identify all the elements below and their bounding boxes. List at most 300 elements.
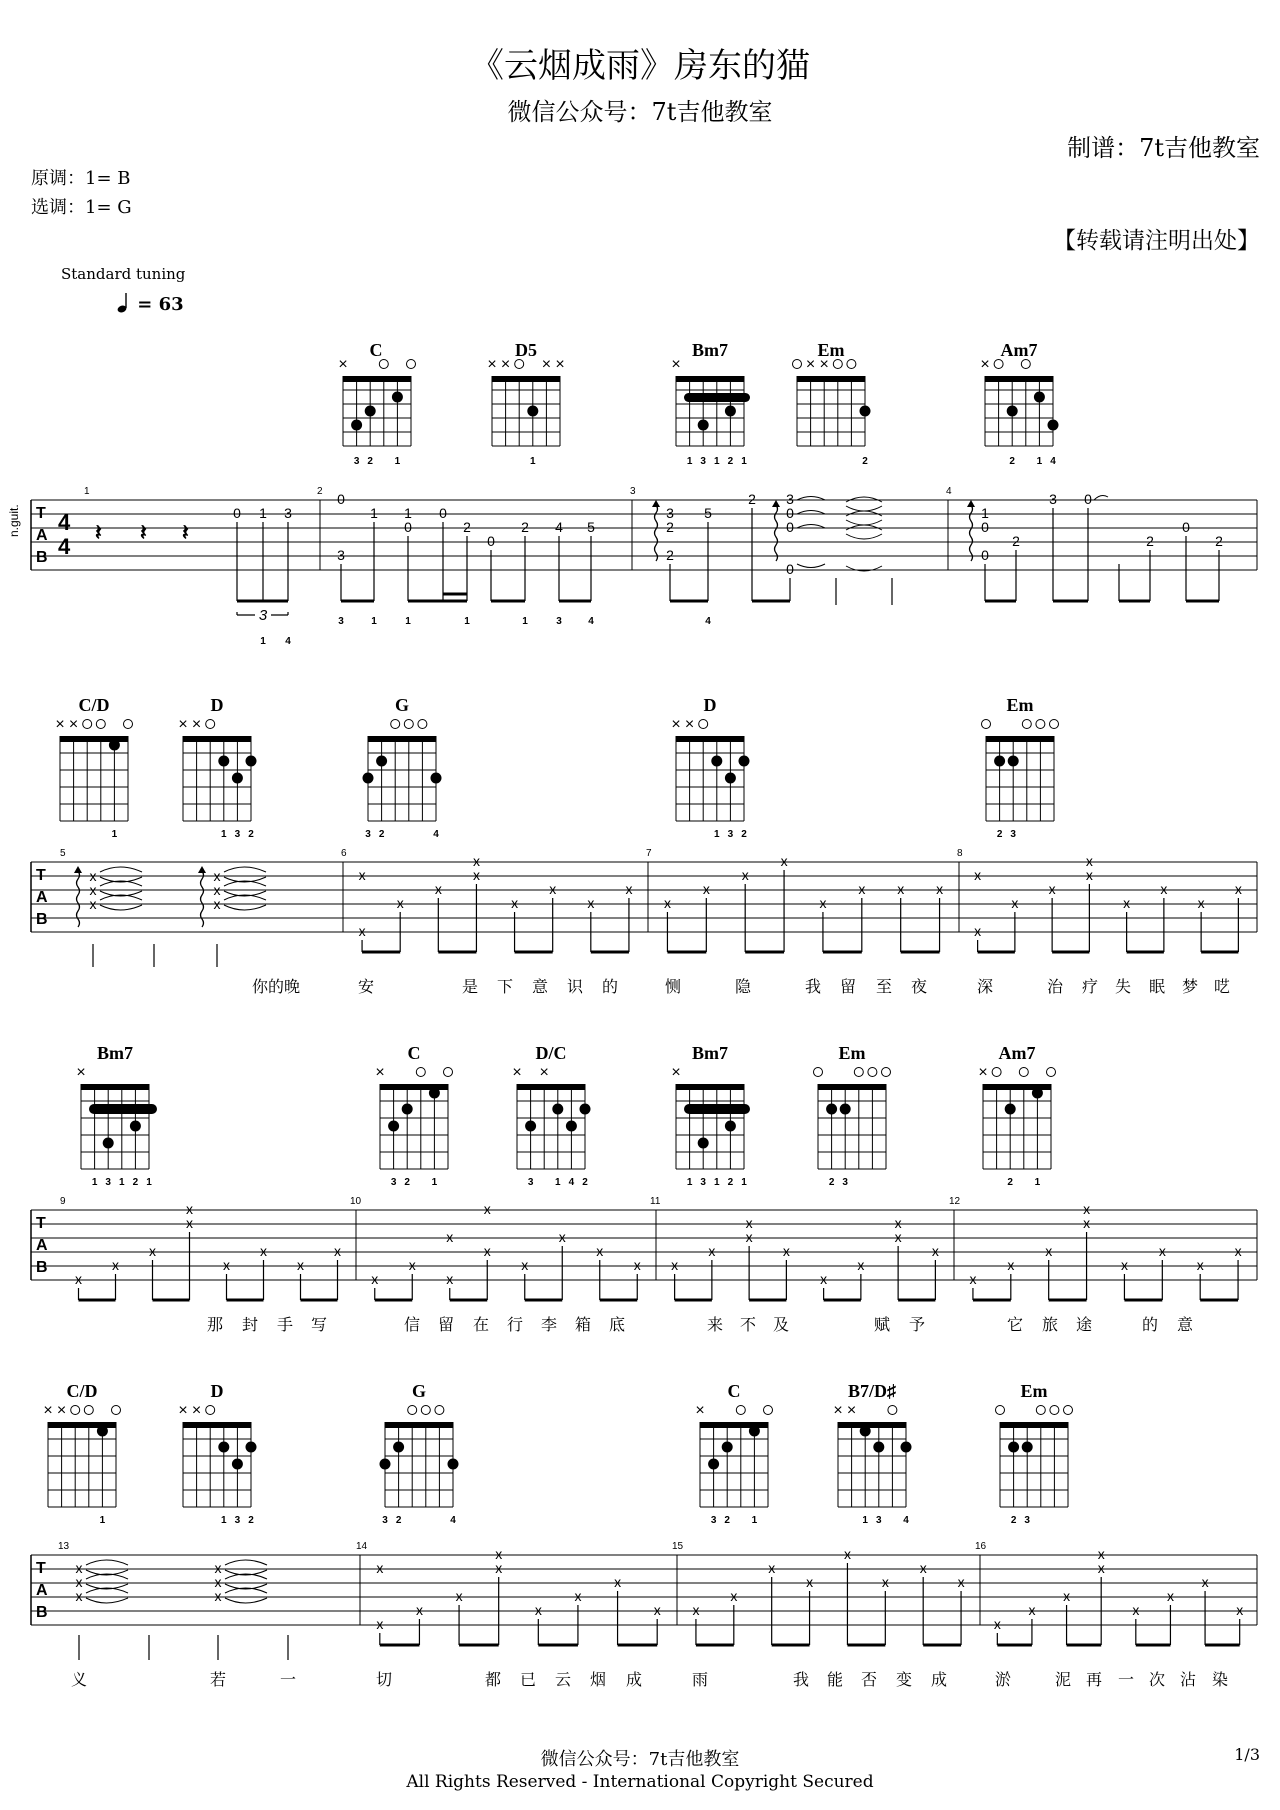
chord-name: C/D [78, 695, 110, 715]
svg-text:4: 4 [285, 636, 291, 647]
svg-text:梦: 梦 [1181, 979, 1199, 996]
tab-note: x [1045, 1243, 1053, 1259]
svg-text:T: T [36, 505, 46, 522]
svg-text:x: x [214, 1574, 222, 1590]
svg-text:3: 3 [284, 505, 292, 521]
tab-note: x [936, 881, 944, 897]
tab-note: x [495, 1546, 503, 1562]
tab-note: x [186, 1201, 193, 1217]
svg-text:3: 3 [786, 491, 794, 507]
chord-name: Em [817, 340, 845, 360]
svg-text:留: 留 [839, 979, 857, 996]
tab-note: x [472, 853, 480, 869]
svg-text:李: 李 [540, 1317, 558, 1334]
svg-text:1: 1 [530, 456, 536, 467]
svg-text:夜: 夜 [910, 979, 928, 996]
svg-text:×: × [178, 1402, 188, 1419]
svg-text:4: 4 [1050, 456, 1056, 467]
svg-text:11: 11 [650, 1196, 661, 1207]
svg-text:3: 3 [382, 1515, 388, 1526]
svg-text:×: × [191, 1402, 202, 1419]
svg-text:1: 1 [394, 456, 401, 467]
svg-text:𝄽: 𝄽 [140, 520, 147, 545]
chord-diagram-d [178, 695, 256, 840]
svg-text:1: 1 [714, 829, 720, 840]
svg-text:在: 在 [472, 1317, 490, 1334]
svg-text:箱: 箱 [574, 1317, 592, 1334]
svg-text:3: 3 [527, 1177, 534, 1188]
svg-text:x: x [89, 896, 97, 912]
svg-text:15: 15 [672, 1541, 684, 1552]
tab-note: x [1166, 1588, 1174, 1604]
tab-note: x [881, 1574, 889, 1590]
svg-text:2: 2 [1007, 1177, 1013, 1188]
tab-note: x [434, 881, 442, 897]
tab-note: x [843, 1546, 851, 1562]
svg-text:行: 行 [506, 1317, 524, 1334]
svg-text:1: 1 [686, 1177, 693, 1188]
svg-text:x: x [75, 1588, 83, 1604]
svg-text:×: × [671, 1064, 681, 1081]
svg-text:1: 1 [221, 829, 227, 840]
svg-text:2: 2 [463, 519, 471, 535]
tab-note: x [820, 1271, 828, 1287]
tab-note: x [1083, 1201, 1091, 1217]
tab-note: x [596, 1243, 604, 1259]
tab-note: x [1048, 881, 1056, 897]
svg-text:雨: 雨 [691, 1672, 709, 1689]
svg-text:恻: 恻 [664, 979, 682, 996]
svg-text:1: 1 [714, 456, 720, 467]
svg-text:4: 4 [903, 1515, 909, 1526]
tab-note: x [653, 1602, 661, 1618]
svg-text:×: × [56, 1402, 67, 1419]
chord-name: G [411, 1381, 427, 1401]
svg-text:泥: 泥 [1054, 1672, 1072, 1689]
svg-text:1: 1 [146, 1177, 152, 1188]
svg-text:0: 0 [786, 505, 794, 521]
svg-text:我: 我 [804, 979, 822, 996]
tab-note: x [745, 1215, 753, 1231]
tab-note: x [671, 1257, 679, 1273]
svg-text:不: 不 [739, 1317, 757, 1334]
tab-note: x [745, 1229, 753, 1245]
svg-text:2: 2 [727, 1177, 734, 1188]
tab-note: x [446, 1229, 454, 1245]
tab-note: x [1201, 1574, 1209, 1590]
lyrics-line [252, 977, 1230, 996]
svg-text:治: 治 [1046, 979, 1064, 996]
tab-note: x [702, 881, 710, 897]
svg-text:×: × [805, 356, 816, 373]
svg-text:2: 2 [1215, 533, 1223, 549]
svg-text:5: 5 [60, 848, 66, 859]
svg-text:×: × [539, 1064, 549, 1081]
svg-text:2: 2 [724, 1515, 730, 1526]
svg-text:否: 否 [860, 1672, 878, 1689]
tab-note: x [1197, 895, 1205, 911]
tab-note: x [549, 881, 557, 897]
chord-name: B7/D♯ [847, 1381, 897, 1401]
tab-note: x [371, 1271, 379, 1287]
svg-text:它: 它 [1006, 1317, 1024, 1334]
tab-note: x [376, 1616, 384, 1632]
chord-name: Bm7 [97, 1043, 133, 1063]
svg-text:1: 1 [84, 486, 90, 497]
chord-name: Am7 [998, 1043, 1036, 1063]
svg-text:来: 来 [706, 1317, 724, 1334]
tab-note: x [149, 1243, 156, 1259]
chord-diagram-am7 [978, 1043, 1055, 1188]
svg-text:识: 识 [566, 979, 584, 996]
svg-text:0: 0 [786, 561, 794, 577]
svg-text:×: × [671, 356, 681, 373]
tab-note: x [1234, 1243, 1242, 1259]
svg-text:T: T [36, 1215, 46, 1232]
tab-note: x [472, 867, 480, 883]
svg-text:×: × [980, 356, 990, 373]
tab-note: x [614, 1574, 622, 1590]
svg-text:x: x [75, 1574, 83, 1590]
subtitle: 微信公众号：7t吉他教室 [507, 98, 773, 126]
tab-note: x [396, 895, 404, 911]
svg-text:切: 切 [375, 1672, 393, 1689]
svg-text:2: 2 [748, 491, 756, 507]
svg-text:4: 4 [58, 534, 71, 559]
svg-text:封: 封 [241, 1317, 259, 1334]
svg-text:4: 4 [588, 616, 594, 627]
chord-name: Am7 [1000, 340, 1038, 360]
svg-text:4: 4 [555, 519, 563, 535]
svg-text:×: × [487, 356, 497, 373]
svg-text:旅: 旅 [1041, 1317, 1059, 1334]
svg-text:1: 1 [405, 616, 411, 627]
svg-text:若: 若 [209, 1672, 227, 1689]
song-title: 《云烟成雨》房东的猫 [470, 46, 810, 86]
tab-note: x [931, 1243, 939, 1259]
svg-text:1: 1 [522, 616, 528, 627]
chosen-key: 选调：1= G [31, 197, 132, 218]
tab-note: x [1063, 1588, 1071, 1604]
svg-text:那: 那 [206, 1317, 224, 1334]
tab-note: x [75, 1271, 82, 1287]
tab-note: x [334, 1243, 341, 1259]
svg-text:2: 2 [1010, 1515, 1017, 1526]
svg-text:3: 3 [700, 456, 706, 467]
svg-text:及: 及 [772, 1317, 790, 1334]
svg-text:的: 的 [1141, 1317, 1159, 1334]
svg-text:2: 2 [132, 1177, 139, 1188]
svg-text:1: 1 [370, 505, 378, 521]
svg-text:×: × [43, 1402, 53, 1419]
tab-note: x [186, 1215, 193, 1231]
svg-text:深: 深 [976, 979, 994, 996]
svg-text:×: × [178, 716, 188, 733]
svg-text:是: 是 [461, 979, 479, 996]
svg-text:2: 2 [367, 456, 373, 467]
svg-text:都: 都 [484, 1672, 502, 1689]
tab-note: x [376, 1560, 384, 1576]
chord-name: C [407, 1043, 421, 1063]
svg-text:意: 意 [531, 979, 549, 996]
svg-text:3: 3 [666, 505, 674, 521]
tab-note: x [587, 895, 595, 911]
svg-text:3: 3 [727, 829, 734, 840]
svg-text:5: 5 [587, 519, 595, 535]
chord-diagram-bm7 [671, 1043, 750, 1188]
tab-note: x [446, 1271, 454, 1287]
tempo: = 63 [117, 292, 184, 315]
svg-text:×: × [671, 716, 681, 733]
svg-text:3: 3 [234, 1515, 241, 1526]
tab-note: x [780, 853, 788, 869]
svg-text:1: 1 [371, 616, 377, 627]
svg-text:x: x [214, 1588, 222, 1604]
tab-note: x [260, 1243, 267, 1259]
svg-text:3: 3 [234, 829, 241, 840]
svg-text:3: 3 [842, 1177, 848, 1188]
svg-text:0: 0 [337, 491, 345, 507]
svg-text:x: x [89, 868, 97, 884]
page-number: 1/3 [1234, 1745, 1260, 1764]
svg-text:能: 能 [826, 1672, 844, 1689]
tab-note: x [1236, 1602, 1244, 1618]
svg-text:2: 2 [404, 1177, 410, 1188]
svg-text:烟: 烟 [589, 1672, 607, 1689]
svg-text:再: 再 [1085, 1672, 1103, 1689]
svg-text:4: 4 [568, 1177, 575, 1188]
tab-note: x [1160, 881, 1168, 897]
svg-text:2: 2 [996, 829, 1003, 840]
svg-text:x: x [213, 868, 221, 884]
svg-text:底: 底 [608, 1317, 626, 1334]
tab-note: x [1085, 853, 1093, 869]
svg-text:呓: 呓 [1213, 979, 1231, 996]
svg-text:3: 3 [353, 456, 360, 467]
chord-name: D5 [515, 340, 537, 360]
svg-text:信: 信 [403, 1317, 421, 1334]
svg-text:0: 0 [981, 547, 989, 563]
repost-notice: 【转载请注明出处】 [1053, 228, 1260, 254]
tab-note: x [415, 1602, 423, 1618]
tab-note: x [894, 1215, 902, 1231]
svg-text:1: 1 [260, 636, 266, 647]
svg-text:A: A [36, 1237, 48, 1254]
svg-text:途: 途 [1075, 1317, 1093, 1334]
svg-text:3: 3 [337, 547, 345, 563]
svg-text:1: 1 [221, 1515, 227, 1526]
tab-note: x [455, 1588, 463, 1604]
tab-note: x [1196, 1257, 1204, 1273]
svg-text:义: 义 [70, 1672, 88, 1689]
svg-text:B: B [36, 911, 48, 928]
svg-text:×: × [541, 356, 552, 373]
svg-text:2: 2 [666, 519, 674, 535]
svg-text:手: 手 [276, 1317, 294, 1334]
svg-text:3: 3 [1024, 1515, 1030, 1526]
tab-note: x [495, 1560, 503, 1576]
svg-text:2: 2 [317, 486, 323, 497]
footer-copyright: All Rights Reserved - International Copyright Secured [406, 1772, 874, 1792]
footer-wechat: 微信公众号：7t吉他教室 [540, 1749, 740, 1770]
tab-note: x [511, 895, 519, 911]
svg-text:染: 染 [1211, 1672, 1229, 1689]
tab-note: x [1011, 895, 1019, 911]
svg-text:的: 的 [601, 979, 619, 996]
svg-text:予: 予 [908, 1317, 926, 1334]
svg-text:×: × [500, 356, 511, 373]
svg-text:3: 3 [258, 607, 268, 624]
svg-text:0: 0 [1182, 519, 1190, 535]
svg-text:1: 1 [119, 1177, 125, 1188]
svg-text:我: 我 [792, 1672, 810, 1689]
svg-text:B: B [36, 549, 48, 566]
chord-diagram-am7 [980, 340, 1058, 467]
arranger: 制谱：7t吉他教室 [1067, 134, 1260, 162]
svg-text:×: × [68, 716, 79, 733]
svg-text:×: × [76, 1064, 86, 1081]
svg-text:×: × [375, 1064, 385, 1081]
svg-text:13: 13 [58, 1541, 70, 1552]
svg-text:1: 1 [862, 1515, 868, 1526]
tab-note: x [819, 895, 827, 911]
svg-text:下: 下 [496, 979, 514, 996]
svg-text:1: 1 [1036, 456, 1043, 467]
svg-text:1: 1 [1034, 1177, 1041, 1188]
svg-text:5: 5 [704, 505, 712, 521]
svg-text:B: B [36, 1604, 48, 1621]
chord-diagram-c [695, 1381, 772, 1526]
chord-name: D [210, 1381, 224, 1401]
svg-text:2: 2 [828, 1177, 835, 1188]
svg-text:1: 1 [99, 1515, 106, 1526]
svg-text:云: 云 [554, 1672, 572, 1689]
chord-diagram-cd [55, 695, 132, 840]
chord-name: Bm7 [692, 1043, 728, 1063]
svg-text:×: × [55, 716, 65, 733]
svg-text:3: 3 [390, 1177, 397, 1188]
svg-text:4: 4 [705, 616, 711, 627]
tab-note: x [663, 895, 671, 911]
svg-text:×: × [833, 1402, 843, 1419]
svg-text:2: 2 [378, 829, 385, 840]
system-1 [7, 340, 1257, 647]
chord-name: G [394, 695, 410, 715]
svg-text:×: × [695, 1402, 705, 1419]
tab-note: x [633, 1257, 641, 1273]
svg-text:16: 16 [975, 1541, 987, 1552]
chord-diagram-cd [43, 1381, 120, 1526]
svg-text:3: 3 [700, 1177, 706, 1188]
tab-note: x [297, 1257, 304, 1273]
tuning: Standard tuning [61, 265, 186, 283]
svg-text:2: 2 [1146, 533, 1154, 549]
svg-text:安: 安 [357, 979, 375, 996]
svg-text:0: 0 [439, 505, 447, 521]
svg-text:4: 4 [58, 510, 71, 535]
svg-text:1: 1 [431, 1177, 438, 1188]
chord-name: D [210, 695, 224, 715]
tab-note: x [534, 1602, 542, 1618]
svg-text:14: 14 [356, 1541, 368, 1552]
tab-note: x [857, 1257, 865, 1273]
svg-text:12: 12 [949, 1196, 961, 1207]
svg-text:3: 3 [1010, 829, 1016, 840]
svg-text:4: 4 [433, 829, 439, 840]
svg-text:2: 2 [666, 547, 674, 563]
tab-note: x [1097, 1560, 1105, 1576]
chord-name: Em [838, 1043, 866, 1063]
svg-text:疗: 疗 [1081, 979, 1099, 996]
tab-note: x [1120, 1257, 1128, 1273]
chord-name: C/D [66, 1381, 98, 1401]
svg-text:次: 次 [1148, 1672, 1166, 1689]
svg-text:×: × [338, 356, 348, 373]
svg-text:成: 成 [625, 1672, 643, 1689]
tab-note: x [558, 1229, 566, 1245]
svg-text:4: 4 [450, 1515, 456, 1526]
svg-text:已: 已 [519, 1672, 537, 1689]
svg-text:2: 2 [1012, 533, 1020, 549]
tab-note: x [1158, 1243, 1166, 1259]
svg-text:1: 1 [464, 616, 470, 627]
tab-note: x [1028, 1602, 1036, 1618]
svg-text:0: 0 [487, 533, 495, 549]
svg-text:3: 3 [556, 616, 562, 627]
tab-note: x [993, 1616, 1001, 1632]
svg-text:10: 10 [350, 1196, 362, 1207]
svg-text:𝄽: 𝄽 [95, 520, 102, 545]
svg-text:2: 2 [741, 829, 747, 840]
svg-text:x: x [213, 882, 221, 898]
tab-note: x [408, 1257, 416, 1273]
svg-text:1: 1 [555, 1177, 561, 1188]
instrument-label: n.guit. [7, 504, 21, 537]
chord-diagram-c [375, 1043, 452, 1188]
tab-note: x [574, 1588, 582, 1604]
svg-text:x: x [75, 1560, 83, 1576]
svg-text:1: 1 [981, 505, 989, 521]
tab-note: x [625, 881, 633, 897]
svg-text:2: 2 [248, 1515, 254, 1526]
svg-text:3: 3 [105, 1177, 111, 1188]
svg-text:1: 1 [404, 505, 412, 521]
chord-diagram-em [793, 340, 871, 467]
chord-diagram-g [363, 695, 442, 840]
svg-text:2: 2 [1009, 456, 1015, 467]
chord-diagram-em [996, 1381, 1073, 1526]
tab-note: x [897, 881, 905, 897]
svg-text:×: × [512, 1064, 522, 1081]
svg-text:4: 4 [946, 486, 952, 497]
svg-text:3: 3 [710, 1515, 717, 1526]
svg-text:×: × [684, 716, 695, 733]
tab-note: x [483, 1243, 491, 1259]
tab-staff [31, 500, 1257, 570]
svg-text:至: 至 [875, 979, 893, 996]
tab-note: x [708, 1243, 716, 1259]
svg-text:0: 0 [786, 519, 794, 535]
svg-text:2: 2 [395, 1515, 402, 1526]
lyrics-line [71, 1671, 1228, 1689]
svg-text:留: 留 [437, 1317, 455, 1334]
svg-text:3: 3 [1049, 491, 1057, 507]
svg-text:一: 一 [279, 1672, 297, 1689]
svg-text:眠: 眠 [1148, 979, 1166, 996]
chord-name: Em [1006, 695, 1034, 715]
tab-note: x [521, 1257, 529, 1273]
svg-text:1: 1 [714, 1177, 720, 1188]
